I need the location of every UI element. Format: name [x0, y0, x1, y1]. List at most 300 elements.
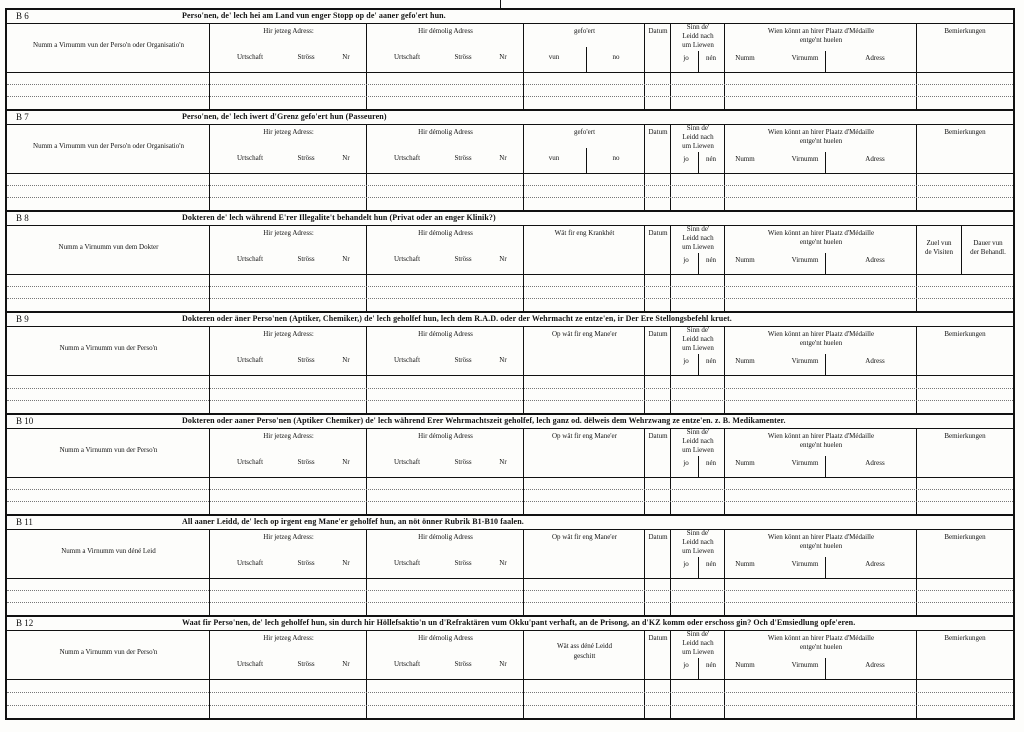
- write-in-cell-name[interactable]: [7, 173, 210, 210]
- numm-label: Numm: [735, 560, 755, 568]
- name-column-header: Numm a Virnumm vun der Perso'n: [59, 344, 158, 352]
- header-cell-wien: [725, 23, 917, 72]
- dotted-row-line: [7, 286, 1013, 287]
- nr-label: Nr: [499, 660, 507, 668]
- vun-label: vun: [548, 53, 560, 61]
- write-in-cell-demolig[interactable]: [367, 274, 524, 311]
- wien-header-1: Wien könnt an hirer Plaatz d'Médaille: [767, 533, 875, 541]
- stross-label: Ströss: [454, 356, 472, 364]
- section-body: [7, 679, 1013, 718]
- write-in-cell-wien[interactable]: [725, 679, 917, 718]
- datum-header: Datum: [648, 533, 668, 541]
- form-sheet: [5, 8, 1015, 720]
- header-cell-extra: [917, 23, 1013, 72]
- sinn-header-1: Sinn de': [686, 225, 710, 233]
- section-code: B 7: [16, 112, 29, 122]
- stross-label: Ströss: [297, 458, 315, 466]
- name-column-header: Numm a Virnumm vun der Perso'n: [59, 446, 158, 454]
- header-cell-extra: [917, 124, 1013, 173]
- address-header: Hir démolig Adress: [418, 330, 473, 338]
- section-title-bar: [7, 313, 1013, 327]
- bemierkungen-header: Bemierkungen: [944, 533, 986, 541]
- dotted-row-line: [7, 705, 1013, 706]
- header-cell-sinn: [671, 326, 725, 375]
- write-in-cell-name[interactable]: [7, 578, 210, 615]
- header-cell-wien: [725, 428, 917, 477]
- wien-header-2: entge'nt huelen: [799, 643, 843, 651]
- divider: [698, 456, 699, 477]
- write-in-cell-mid[interactable]: [524, 477, 645, 514]
- write-in-cell-sinn[interactable]: [671, 72, 725, 109]
- section-header: [7, 225, 1013, 275]
- header-cell-name: [7, 630, 210, 679]
- section-header: [7, 428, 1013, 478]
- divider: [698, 253, 699, 274]
- sinn-header-1: Sinn de': [686, 124, 710, 132]
- write-in-cell-sinn[interactable]: [671, 477, 725, 514]
- address-header: Hir démolig Adress: [418, 128, 473, 136]
- write-in-cell-sinn[interactable]: [671, 578, 725, 615]
- jo-label: jo: [683, 357, 689, 365]
- maneer-header: Op wät fir eng Mane'er: [551, 330, 617, 338]
- section-code: B 6: [16, 11, 29, 21]
- virnumm-label: Virnumm: [791, 560, 819, 568]
- jo-label: jo: [683, 256, 689, 264]
- dauer-header-2: der Behandl.: [970, 248, 1006, 256]
- wien-header-1: Wien könnt an hirer Plaatz d'Médaille: [767, 27, 875, 35]
- section-b9: [7, 313, 1013, 415]
- header-cell-demolig: [367, 630, 524, 679]
- sinn-header-1: Sinn de': [686, 23, 710, 31]
- adress-label: Adress: [865, 661, 885, 669]
- urtschaft-label: Urtschaft: [393, 660, 421, 668]
- write-in-cell-jetzeg[interactable]: [210, 578, 367, 615]
- section-header: [7, 326, 1013, 376]
- adress-label: Adress: [865, 256, 885, 264]
- section-body: [7, 578, 1013, 615]
- header-cell-sinn: [671, 428, 725, 477]
- urtschaft-label: Urtschaft: [236, 255, 264, 263]
- urtschaft-label: Urtschaft: [393, 255, 421, 263]
- wien-header-1: Wien könnt an hirer Plaatz d'Médaille: [767, 128, 875, 136]
- dotted-row-line: [7, 692, 1013, 693]
- divider: [825, 152, 826, 173]
- write-in-cell-datum[interactable]: [645, 173, 671, 210]
- header-cell-mid: [524, 428, 645, 477]
- nr-label: Nr: [499, 53, 507, 61]
- datum-header: Datum: [648, 27, 668, 35]
- section-b7: [7, 111, 1013, 212]
- nen-label: nén: [705, 560, 717, 568]
- section-title-bar: [7, 516, 1013, 530]
- write-in-cell-jetzeg[interactable]: [210, 375, 367, 413]
- sinn-header-2: Leidd nach: [682, 538, 714, 546]
- write-in-cell-demolig[interactable]: [367, 72, 524, 109]
- address-header: Hir jetzeg Adress:: [263, 330, 314, 338]
- write-in-cell-demolig[interactable]: [367, 375, 524, 413]
- divider: [825, 658, 826, 679]
- section-code: B 8: [16, 213, 29, 223]
- stross-label: Ströss: [454, 458, 472, 466]
- wien-header-2: entge'nt huelen: [799, 36, 843, 44]
- write-in-cell-wien[interactable]: [725, 173, 917, 210]
- write-in-cell-mid[interactable]: [524, 679, 645, 718]
- write-in-cell-demolig[interactable]: [367, 679, 524, 718]
- header-cell-sinn: [671, 225, 725, 274]
- header-cell-jetzeg: [210, 124, 367, 173]
- section-body: [7, 173, 1013, 210]
- virnumm-label: Virnumm: [791, 256, 819, 264]
- urtschaft-label: Urtschaft: [393, 458, 421, 466]
- sinn-header-3: um Liewen: [682, 547, 714, 555]
- write-in-cell-datum[interactable]: [645, 72, 671, 109]
- section-header: [7, 630, 1013, 680]
- dotted-row-line: [7, 84, 1013, 85]
- write-in-cell-jetzeg[interactable]: [210, 274, 367, 311]
- name-column-header: Numm a Virnumm vun dem Dokter: [58, 243, 159, 251]
- write-in-cell-extra[interactable]: [917, 477, 1013, 514]
- sinn-header-3: um Liewen: [682, 41, 714, 49]
- jo-label: jo: [683, 560, 689, 568]
- address-header: Hir jetzeg Adress:: [263, 634, 314, 642]
- stross-label: Ströss: [297, 356, 315, 364]
- section-b8: [7, 212, 1013, 313]
- header-cell-name: [7, 124, 210, 173]
- jo-label: jo: [683, 54, 689, 62]
- address-header: Hir jetzeg Adress:: [263, 27, 314, 35]
- nen-label: nén: [705, 459, 717, 467]
- bemierkungen-header: Bemierkungen: [944, 128, 986, 136]
- section-body: [7, 477, 1013, 514]
- header-cell-jetzeg: [210, 225, 367, 274]
- urtschaft-label: Urtschaft: [236, 154, 264, 162]
- header-cell-datum: [645, 124, 671, 173]
- dotted-row-line: [7, 590, 1013, 591]
- write-in-cell-name[interactable]: [7, 679, 210, 718]
- numm-label: Numm: [735, 357, 755, 365]
- nr-label: Nr: [342, 255, 350, 263]
- address-header: Hir jetzeg Adress:: [263, 128, 314, 136]
- name-column-header: Numm a Virnumm vun déné Leid: [61, 547, 156, 555]
- header-cell-jetzeg: [210, 428, 367, 477]
- datum-header: Datum: [648, 634, 668, 642]
- dotted-row-line: [7, 501, 1013, 502]
- section-code: B 11: [16, 517, 33, 527]
- sinn-header-2: Leidd nach: [682, 639, 714, 647]
- write-in-cell-wien[interactable]: [725, 72, 917, 109]
- write-in-cell-sinn[interactable]: [671, 679, 725, 718]
- nr-label: Nr: [342, 559, 350, 567]
- write-in-cell-wien[interactable]: [725, 375, 917, 413]
- header-cell-name: [7, 428, 210, 477]
- no-label: no: [612, 53, 620, 61]
- section-title-bar: [7, 212, 1013, 226]
- wien-header-1: Wien könnt an hirer Plaatz d'Médaille: [767, 229, 875, 237]
- zuel-header-1: Zuel vun: [926, 239, 952, 247]
- sinn-header-1: Sinn de': [686, 630, 710, 638]
- write-in-cell-demolig[interactable]: [367, 477, 524, 514]
- wien-header-2: entge'nt huelen: [799, 339, 843, 347]
- divider: [961, 225, 962, 274]
- write-in-cell-datum[interactable]: [645, 375, 671, 413]
- urtschaft-label: Urtschaft: [393, 53, 421, 61]
- urtschaft-label: Urtschaft: [236, 559, 264, 567]
- sinn-header-3: um Liewen: [682, 344, 714, 352]
- jo-label: jo: [683, 155, 689, 163]
- write-in-cell-datum[interactable]: [645, 578, 671, 615]
- stross-label: Ströss: [454, 559, 472, 567]
- stross-label: Ströss: [454, 53, 472, 61]
- sinn-header-3: um Liewen: [682, 648, 714, 656]
- section-title: All aaner Leidd, de' lech op irgent eng Mane'er geholfef hun, an nöt önner Rubrik B1-B10 faalen.: [182, 517, 524, 526]
- header-cell-mid: [524, 23, 645, 72]
- nr-label: Nr: [499, 154, 507, 162]
- urtschaft-label: Urtschaft: [236, 458, 264, 466]
- dauer-header-1: Dauer vun: [973, 239, 1003, 247]
- header-cell-sinn: [671, 23, 725, 72]
- write-in-cell-jetzeg[interactable]: [210, 173, 367, 210]
- header-cell-wien: [725, 124, 917, 173]
- write-in-cell-demolig[interactable]: [367, 173, 524, 210]
- sinn-header-2: Leidd nach: [682, 234, 714, 242]
- write-in-cell-sinn[interactable]: [671, 375, 725, 413]
- dotted-row-line: [7, 489, 1013, 490]
- write-in-cell-name[interactable]: [7, 274, 210, 311]
- write-in-cell-datum[interactable]: [645, 477, 671, 514]
- header-cell-extra: [917, 630, 1013, 679]
- write-in-cell-extra[interactable]: [917, 72, 1013, 109]
- numm-label: Numm: [735, 459, 755, 467]
- nen-label: nén: [705, 256, 717, 264]
- sinn-header-3: um Liewen: [682, 446, 714, 454]
- header-cell-datum: [645, 23, 671, 72]
- header-cell-datum: [645, 326, 671, 375]
- section-code: B 9: [16, 314, 29, 324]
- write-in-cell-wien[interactable]: [725, 477, 917, 514]
- divider: [698, 354, 699, 375]
- header-cell-demolig: [367, 529, 524, 578]
- divider: [698, 658, 699, 679]
- top-tick-mark: [500, 0, 501, 8]
- write-in-cell-jetzeg[interactable]: [210, 679, 367, 718]
- write-in-cell-extra[interactable]: [917, 578, 1013, 615]
- header-cell-wien: [725, 529, 917, 578]
- address-header: Hir jetzeg Adress:: [263, 533, 314, 541]
- bemierkungen-header: Bemierkungen: [944, 432, 986, 440]
- numm-label: Numm: [735, 155, 755, 163]
- header-cell-mid: [524, 225, 645, 274]
- divider: [825, 354, 826, 375]
- stross-label: Ströss: [297, 559, 315, 567]
- sinn-header-3: um Liewen: [682, 243, 714, 251]
- virnumm-label: Virnumm: [791, 357, 819, 365]
- write-in-cell-name[interactable]: [7, 72, 210, 109]
- name-column-header: Numm a Virnumm vun der Perso'n oder Organisatio'n: [33, 142, 184, 150]
- urtschaft-label: Urtschaft: [393, 154, 421, 162]
- header-cell-datum: [645, 428, 671, 477]
- header-cell-mid: [524, 529, 645, 578]
- divider: [825, 253, 826, 274]
- maneer-header: Op wät fir eng Mane'er: [551, 533, 617, 541]
- section-title-bar: [7, 10, 1013, 24]
- section-title: Dokteren oder aaner Perso'nen (Aptiker Chemiker) de' lech während Erer Wehrmachtszeit geholfef, lech ganz od. dëlweis dem Wehrzwang ze entze'en. z. B. Medikamenter.: [182, 416, 786, 425]
- urtschaft-label: Urtschaft: [236, 660, 264, 668]
- write-in-cell-mid[interactable]: [524, 72, 645, 109]
- bemierkungen-header: Bemierkungen: [944, 634, 986, 642]
- datum-header: Datum: [648, 128, 668, 136]
- stross-label: Ströss: [454, 660, 472, 668]
- write-in-cell-jetzeg[interactable]: [210, 477, 367, 514]
- datum-header: Datum: [648, 432, 668, 440]
- header-cell-jetzeg: [210, 23, 367, 72]
- header-cell-sinn: [671, 124, 725, 173]
- address-header: Hir démolig Adress: [418, 432, 473, 440]
- dotted-row-line: [7, 400, 1013, 401]
- write-in-cell-demolig[interactable]: [367, 578, 524, 615]
- header-cell-extra: [917, 428, 1013, 477]
- wien-header-2: entge'nt huelen: [799, 441, 843, 449]
- header-cell-extra: [917, 225, 1013, 274]
- write-in-cell-mid[interactable]: [524, 375, 645, 413]
- geschitt-header: Wät ass déné Leidd: [556, 642, 612, 650]
- section-title-bar: [7, 617, 1013, 631]
- write-in-cell-name[interactable]: [7, 477, 210, 514]
- write-in-cell-mid[interactable]: [524, 274, 645, 311]
- address-header: Hir jetzeg Adress:: [263, 229, 314, 237]
- divider: [698, 51, 699, 72]
- section-title: Dokteren oder äner Perso'nen (Aptiker, Chemiker,) de' lech geholfef hun, lech dem R.A.D. oder der Wehrmacht ze entze'en, ir Der Ere Stellongsbefehl kruet.: [182, 314, 732, 323]
- adress-label: Adress: [865, 459, 885, 467]
- virnumm-label: Virnumm: [791, 155, 819, 163]
- write-in-cell-sinn[interactable]: [671, 173, 725, 210]
- section-title: Perso'nen, de' lech hei am Land vun enger Stopp op de' aaner gefo'ert hun.: [182, 11, 446, 20]
- divider: [698, 557, 699, 578]
- stross-label: Ströss: [297, 660, 315, 668]
- nr-label: Nr: [499, 356, 507, 364]
- nen-label: nén: [705, 357, 717, 365]
- maneer-header: Op wät fir eng Mane'er: [551, 432, 617, 440]
- sinn-header-1: Sinn de': [686, 326, 710, 334]
- sinn-header-2: Leidd nach: [682, 437, 714, 445]
- header-cell-demolig: [367, 23, 524, 72]
- name-column-header: Numm a Virnumm vun der Perso'n: [59, 648, 158, 656]
- stross-label: Ströss: [297, 255, 315, 263]
- sinn-header-2: Leidd nach: [682, 32, 714, 40]
- header-cell-demolig: [367, 326, 524, 375]
- nr-label: Nr: [342, 356, 350, 364]
- header-cell-demolig: [367, 124, 524, 173]
- write-in-cell-mid[interactable]: [524, 173, 645, 210]
- header-cell-extra: [917, 326, 1013, 375]
- write-in-cell-datum[interactable]: [645, 274, 671, 311]
- header-cell-jetzeg: [210, 529, 367, 578]
- sinn-header-1: Sinn de': [686, 529, 710, 537]
- sinn-header-1: Sinn de': [686, 428, 710, 436]
- header-cell-sinn: [671, 630, 725, 679]
- write-in-cell-extra[interactable]: [917, 375, 1013, 413]
- nr-label: Nr: [342, 53, 350, 61]
- divider: [586, 47, 587, 72]
- section-body: [7, 72, 1013, 109]
- write-in-cell-datum[interactable]: [645, 679, 671, 718]
- nr-label: Nr: [499, 559, 507, 567]
- virnumm-label: Virnumm: [791, 459, 819, 467]
- adress-label: Adress: [865, 54, 885, 62]
- gefoert-header: gefo'ert: [573, 27, 596, 35]
- header-cell-mid: [524, 124, 645, 173]
- write-in-cell-name[interactable]: [7, 375, 210, 413]
- nen-label: nén: [705, 661, 717, 669]
- no-label: no: [612, 154, 620, 162]
- wien-header-2: entge'nt huelen: [799, 238, 843, 246]
- header-cell-name: [7, 23, 210, 72]
- header-cell-datum: [645, 529, 671, 578]
- adress-label: Adress: [865, 357, 885, 365]
- section-b11: [7, 516, 1013, 617]
- gefoert-header: gefo'ert: [573, 128, 596, 136]
- write-in-cell-wien[interactable]: [725, 578, 917, 615]
- geschitt-header-2: geschitt: [573, 652, 596, 660]
- address-header: Hir démolig Adress: [418, 634, 473, 642]
- write-in-cell-extra[interactable]: [917, 679, 1013, 718]
- dotted-row-line: [7, 185, 1013, 186]
- section-b6: [7, 10, 1013, 111]
- section-code: B 10: [16, 416, 34, 426]
- dotted-row-line: [7, 388, 1013, 389]
- write-in-cell-extra[interactable]: [917, 173, 1013, 210]
- header-cell-datum: [645, 630, 671, 679]
- section-code: B 12: [16, 618, 34, 628]
- zuel-header-2: de Visiten: [924, 248, 954, 256]
- virnumm-label: Virnumm: [791, 54, 819, 62]
- header-cell-name: [7, 529, 210, 578]
- virnumm-label: Virnumm: [791, 661, 819, 669]
- urtschaft-label: Urtschaft: [236, 356, 264, 364]
- section-b12: [7, 617, 1013, 718]
- divider: [586, 148, 587, 173]
- write-in-cell-sinn[interactable]: [671, 274, 725, 311]
- header-cell-wien: [725, 225, 917, 274]
- write-in-cell-jetzeg[interactable]: [210, 72, 367, 109]
- jo-label: jo: [683, 459, 689, 467]
- section-title-bar: [7, 111, 1013, 125]
- write-in-cell-wien[interactable]: [725, 274, 917, 311]
- address-header: Hir démolig Adress: [418, 229, 473, 237]
- section-title: Waat fir Perso'nen, de' lech geholfef hun, sin durch hir Höllefsaktio'n un d'Refraktären vum Okku'pant verhaft, an de Prisong, an d'KZ komm oder erschoss gin? Och d'Emsiedlung opfe'eren.: [182, 618, 856, 627]
- dotted-row-line: [7, 96, 1013, 97]
- krankheet-header: Wät fir eng Krankhét: [554, 229, 615, 237]
- nen-label: nén: [705, 155, 717, 163]
- sinn-header-2: Leidd nach: [682, 133, 714, 141]
- datum-header: Datum: [648, 229, 668, 237]
- section-header: [7, 124, 1013, 174]
- section-body: [7, 375, 1013, 413]
- datum-header: Datum: [648, 330, 668, 338]
- jo-label: jo: [683, 661, 689, 669]
- header-cell-demolig: [367, 428, 524, 477]
- header-cell-name: [7, 326, 210, 375]
- numm-label: Numm: [735, 54, 755, 62]
- write-in-cell-mid[interactable]: [524, 578, 645, 615]
- header-cell-mid: [524, 630, 645, 679]
- address-header: Hir démolig Adress: [418, 27, 473, 35]
- write-in-cell-extra[interactable]: [917, 274, 1013, 311]
- nr-label: Nr: [342, 154, 350, 162]
- wien-header-1: Wien könnt an hirer Plaatz d'Médaille: [767, 330, 875, 338]
- name-column-header: Numm a Virnumm vun der Perso'n oder Organisatio'n: [33, 41, 184, 49]
- wien-header-2: entge'nt huelen: [799, 542, 843, 550]
- urtschaft-label: Urtschaft: [393, 559, 421, 567]
